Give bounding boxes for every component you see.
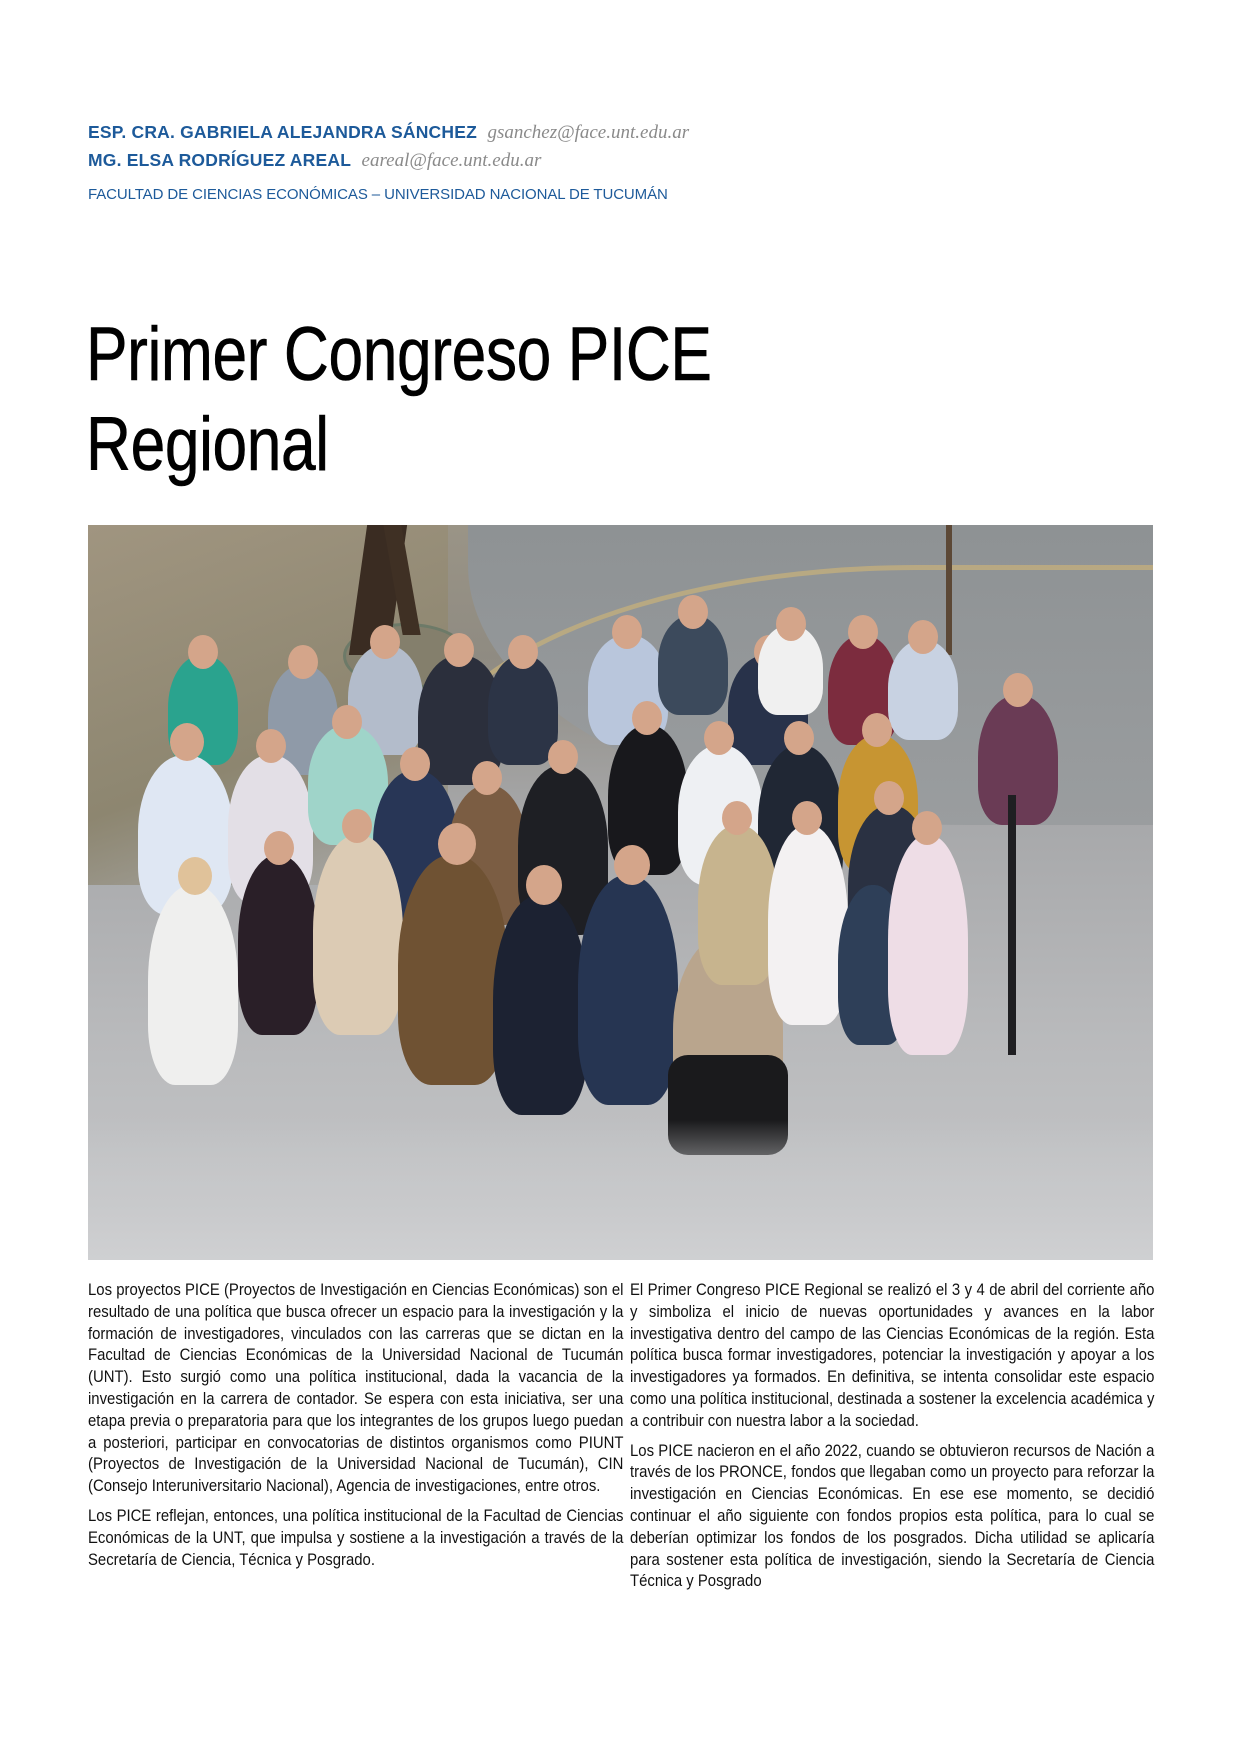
author-line <box>88 118 689 146</box>
person-head <box>784 721 814 755</box>
person-head <box>256 729 286 763</box>
person-head <box>526 865 562 905</box>
person-head <box>288 645 318 679</box>
person-figure <box>313 835 403 1035</box>
person-head <box>548 740 578 774</box>
author-name: MG. ELSA RODRÍGUEZ AREAL <box>88 150 352 170</box>
person-head <box>400 747 430 781</box>
person-figure <box>698 825 778 985</box>
person-head <box>178 857 212 895</box>
person-head <box>848 615 878 649</box>
person-head <box>874 781 904 815</box>
person-head <box>438 823 476 865</box>
person-head <box>632 701 662 735</box>
person-head <box>472 761 502 795</box>
author-block <box>88 118 689 174</box>
paragraph: Los PICE nacieron en el año 2022, cuando se obtuvieron recursos de Nación a través de los PRONCE, fondos que llegaban como un proyecto para reforzar la investigación en Ciencias Económicas. En ese ese momento, se decidió continuar el año siguiente con fondos propios esta política, para lo cual se deberían optimizar los fondos de los posgrados. Dicha utilidad se aplicaría para sostener esta política de investigación, siendo la Secretaría de Ciencia Técnica y Posgrado <box>630 1441 1155 1591</box>
person-head <box>908 620 938 654</box>
person-figure <box>578 875 678 1105</box>
person-head <box>704 721 734 755</box>
person-head <box>862 713 892 747</box>
person-head <box>370 625 400 659</box>
person-head <box>614 845 650 885</box>
person-figure <box>493 895 588 1115</box>
affiliation: FACULTAD DE CIENCIAS ECONÓMICAS – UNIVERSIDAD NACIONAL DE TUCUMÁN <box>88 186 668 203</box>
person-head <box>332 705 362 739</box>
person-head <box>264 831 294 865</box>
person-head <box>722 801 752 835</box>
author-name: ESP. CRA. GABRIELA ALEJANDRA SÁNCHEZ <box>88 122 477 142</box>
person-figure <box>488 655 558 765</box>
paragraph: El Primer Congreso PICE Regional se realizó el 3 y 4 de abril del corriente año y simboliza el inicio de nuevas oportunidades y avances en la labor investigativa dentro del campo de las Ciencias Económicas de la región. Esta política busca formar investigadores, potenciar la investigación y apoyar a los investigadores ya formados. En definitiva, se intenta consolidar este espacio como una política institucional, destinada a sostener la excelencia académica y a contribuir con nuestra labor a la sociedad. <box>630 1281 1155 1430</box>
photo-stand <box>1008 795 1016 1055</box>
person-figure <box>398 855 508 1085</box>
person-head <box>912 811 942 845</box>
person-head <box>678 595 708 629</box>
paragraph: Los PICE reflejan, entonces, una política institucional de la Facultad de Ciencias Económicas de la UNT, que impulsa y sostiene a la investigación a través de la Secretaría de Ciencia, Técnica y Posgrado. <box>88 1506 624 1569</box>
person-head <box>188 635 218 669</box>
title-line-2: Regional <box>86 402 329 487</box>
person-figure <box>238 855 318 1035</box>
person-figure <box>888 835 968 1055</box>
photo-floor <box>88 1120 1153 1260</box>
person-head <box>792 801 822 835</box>
body-column-right <box>630 1280 1154 1601</box>
person-head <box>612 615 642 649</box>
person-head <box>1003 673 1033 707</box>
person-head <box>776 607 806 641</box>
author-email: gsanchez@face.unt.edu.ar <box>487 122 690 143</box>
group-photo <box>88 525 1153 1260</box>
person-head <box>444 633 474 667</box>
person-head <box>342 809 372 843</box>
article-title <box>86 310 712 490</box>
body-column-left <box>88 1280 623 1579</box>
person-head <box>170 723 204 761</box>
person-head <box>508 635 538 669</box>
person-figure <box>978 695 1058 825</box>
person-figure <box>768 825 848 1025</box>
title-line-1: Primer Congreso PICE <box>86 312 712 397</box>
person-figure <box>148 885 238 1085</box>
author-email: eareal@face.unt.edu.ar <box>361 150 542 171</box>
author-line <box>88 146 689 174</box>
paragraph: Los proyectos PICE (Proyectos de Investigación en Ciencias Económicas) son el resultado de una política que busca ofrecer un espacio para la investigación y la formación de investigadores, vinculados con las carreras que se dictan en la Facultad de Ciencias Económicas de la Universidad Nacional de Tucumán (UNT). Esto surgió como una política institucional, dada la vacancia de la investigación en la carrera de contador. Se espera con esta iniciativa, ser una etapa previa o preparatoria para que los integrantes de los grupos luego puedan a posteriori, participar en convocatorias de distintos organismos como PIUNT (Proyectos de Investigación de la Universidad Nacional de Tucumán), CIN (Consejo Interuniversitario Nacional), Agencia de investigaciones, entre otros. <box>88 1281 624 1496</box>
person-figure <box>888 640 958 740</box>
person-figure <box>658 615 728 715</box>
